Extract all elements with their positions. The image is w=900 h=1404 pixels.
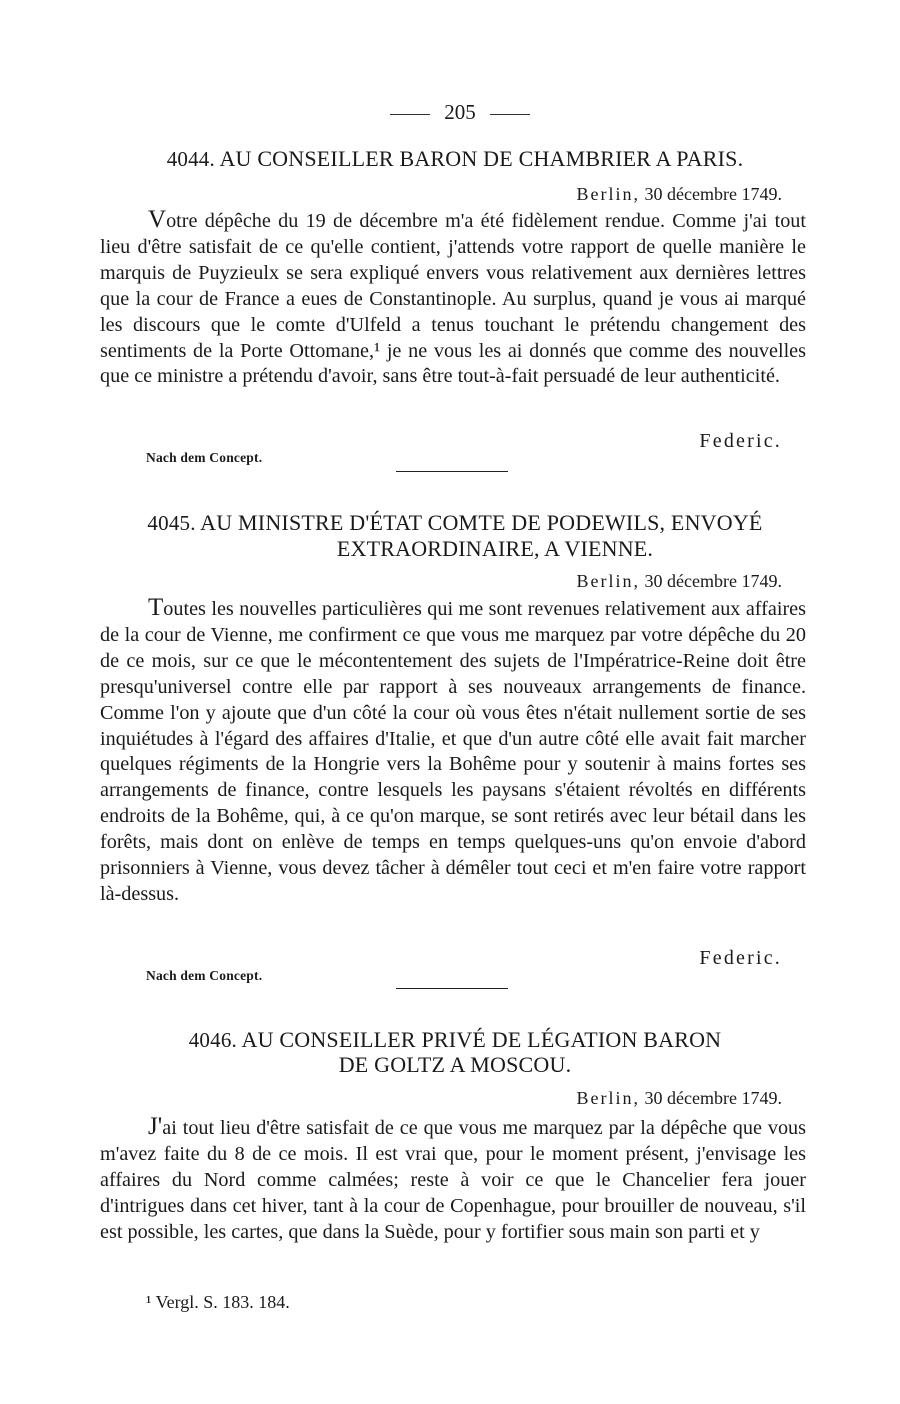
letter-number: 4044. bbox=[166, 147, 215, 171]
date-place: Berlin, bbox=[576, 184, 641, 204]
letter-heading bbox=[100, 147, 810, 171]
letter-dateline bbox=[577, 1087, 782, 1109]
letter-heading-line2: EXTRAORDINAIRE, A VIENNE. bbox=[336, 536, 654, 561]
date-place: Berlin, bbox=[576, 571, 641, 591]
section-divider bbox=[396, 988, 508, 989]
footnote: ¹ Vergl. S. 183. 184. bbox=[146, 1292, 290, 1312]
letter-number: 4045. bbox=[147, 511, 196, 535]
date-place: Berlin, bbox=[576, 1088, 641, 1108]
letter-title: AU CONSEILLER PRIVÉ DE LÉGATION BARON bbox=[241, 1027, 722, 1052]
letter-dateline bbox=[577, 183, 782, 205]
date-text: 30 décembre 1749. bbox=[644, 184, 782, 204]
page-number-dash-right bbox=[490, 114, 530, 115]
letter-title: AU CONSEILLER BARON DE CHAMBRIER A PARIS. bbox=[219, 146, 744, 171]
letter-heading bbox=[100, 511, 810, 535]
page-number-text: 205 bbox=[444, 100, 476, 124]
letter-heading-line2: DE GOLTZ A MOSCOU. bbox=[338, 1052, 572, 1077]
page-number bbox=[100, 100, 820, 125]
letter-title: AU MINISTRE D'ÉTAT COMTE DE PODEWILS, ENVOYÉ bbox=[200, 510, 763, 535]
letter-heading bbox=[100, 1028, 810, 1052]
letter-body: Toutes les nouvelles particulières qui me sont revenues relativement aux affaires de la cour de Vienne, me confirment ce que vous me marquez par votre dépêche du 20 de ce mois, sur ce que le mécontentement des sujets de l'Impératrice-Reine doit être presqu'universel contre elle par rapport à ses nouveaux arrangements de finance. Comme l'on y ajoute que d'un côté la cour où vous êtes n'était nullement sortie de ses inquiétudes à l'égard des affaires d'Italie, et que d'un autre côté elle avait fait marcher quelques régiments de la Hongrie vers la Bohême pour y soutenir à mains fortes ses arrangements de finance, contre lesquels les paysans s'étaient révoltés en différents endroits de la Bohême, qui, à ce qu'on marque, se sont retirés avec leur bétail dans les forêts, mais dont on enlève de temps en temps quelques-uns qu'on envoie d'abord prisonniers à Vienne, vous devez tâcher à démêler tout ceci et m'en faire votre rapport là-dessus. bbox=[100, 594, 806, 905]
section-divider bbox=[396, 471, 508, 472]
letter-signature: Federic. bbox=[699, 947, 782, 969]
page-number-dash-left bbox=[390, 114, 430, 115]
letter-dateline bbox=[577, 570, 782, 592]
source-note: Nach dem Concept. bbox=[146, 450, 263, 465]
letter-number: 4046. bbox=[188, 1028, 237, 1052]
letter-body: Votre dépêche du 19 de décembre m'a été fidèlement rendue. Comme j'ai tout lieu d'être satisfait de ce qu'elle contient, j'attends votre rapport de quelle manière le marquis de Puyzieulx se sera expliqué envers vous relativement aux dernières lettres que la cour de France a eues de Constantinople. Au surplus, quand je vous ai marqué les discours que le comte d'Ulfeld a tenus touchant le prétendu changement des sentiments de la Porte Ottomane,¹ je ne vous les ai donnés que comme des nouvelles que ce ministre a prétendu d'avoir, sans être tout-à-fait persuadé de leur authenticité. bbox=[100, 206, 806, 388]
source-note: Nach dem Concept. bbox=[146, 968, 263, 983]
date-text: 30 décembre 1749. bbox=[644, 571, 782, 591]
letter-body: J'ai tout lieu d'être satisfait de ce que vous me marquez par la dépêche que vous m'avez faite du 8 de ce mois. Il est vrai que, pour le moment présent, j'envisage les affaires du Nord comme calmées; reste à voir ce que le Chancelier fera jouer d'intrigues dans cet hiver, tant à la cour de Copenhague, pour brouiller de nouveau, s'il est possible, les cartes, que dans la Suède, pour y fortifier sous main son parti et y bbox=[100, 1113, 806, 1243]
date-text: 30 décembre 1749. bbox=[644, 1088, 782, 1108]
letter-signature: Federic. bbox=[699, 430, 782, 452]
